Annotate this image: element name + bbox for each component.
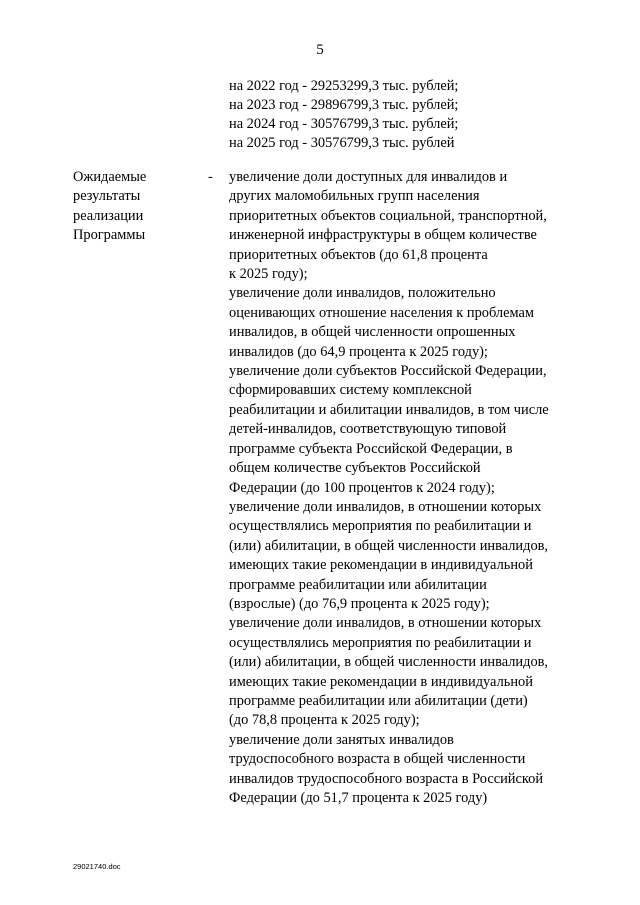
funding-line: на 2023 год - 29896799,3 тыс. рублей; [229,97,459,113]
result-line: (или) абилитации, в общей численности инвалидов, [229,537,549,554]
result-line: (до 78,8 процента к 2025 году); [229,712,420,729]
result-line: других маломобильных групп населения [229,188,480,205]
result-line: программе реабилитации или абилитации (дети) [229,692,528,709]
result-line: увеличение доли доступных для инвалидов и [229,169,508,185]
result-line: инвалидов трудоспособного возраста в Российской [229,770,544,787]
result-line: программе субъекта Российской Федерации, в [229,440,513,457]
result-line: имеющих такие рекомендации в индивидуальной [229,557,533,574]
result-line: инвалидов (до 64,9 процента к 2025 году); [229,343,488,360]
result-line: инвалидов, в общей численности опрошенных [229,324,516,341]
result-line: оценивающих отношение населения к проблемам [229,304,534,321]
section-label-line: Ожидаемые [73,169,147,185]
result-line: программе реабилитации или абилитации [229,576,487,593]
funding-list [229,77,589,153]
result-line: общем количестве субъектов Российской [229,460,481,477]
result-line: трудоспособного возраста в общей численности [229,751,526,768]
result-line: Федерации (до 51,7 процента к 2025 году) [229,790,488,806]
result-line: имеющих такие рекомендации в индивидуальной [229,673,533,690]
result-line: инженерной инфраструктуры в общем количестве [229,227,537,244]
footer-filename: 29021740.doc [73,862,121,871]
funding-line: на 2024 год - 30576799,3 тыс. рублей; [229,116,459,132]
result-line: увеличение доли инвалидов, положительно [229,285,496,302]
section-label-line: Программы [73,227,146,244]
result-line: осуществлялись мероприятия по реабилитации и [229,634,532,651]
results-text [229,168,589,808]
result-line: (или) абилитации, в общей численности инвалидов, [229,654,549,671]
result-line: детей-инвалидов, соответствующую типовой [229,421,507,438]
result-line: (взрослые) (до 76,9 процента к 2025 году); [229,595,490,612]
result-line: приоритетных объектов социальной, транспортной, [229,207,547,224]
result-line: сформировавших систему комплексной [229,382,472,399]
section-label [73,168,193,246]
result-line: увеличение доли инвалидов, в отношении которых [229,498,542,515]
funding-line: на 2022 год - 29253299,3 тыс. рублей; [229,78,459,94]
result-line: увеличение доли субъектов Российской Федерации, [229,363,547,380]
result-line: увеличение доли занятых инвалидов [229,731,454,748]
result-line: реабилитации и абилитации инвалидов, в том числе [229,401,549,418]
separator-dash: - [208,169,213,185]
result-line: к 2025 году); [229,266,308,283]
section-label-line: результаты [73,188,141,205]
section-label-line: реализации [73,207,144,224]
result-line: Федерации (до 100 процентов к 2024 году); [229,479,495,496]
page-number: 5 [316,42,324,58]
result-line: осуществлялись мероприятия по реабилитации и [229,518,532,535]
funding-line: на 2025 год - 30576799,3 тыс. рублей [229,135,455,151]
result-line: увеличение доли инвалидов, в отношении которых [229,615,542,632]
result-line: приоритетных объектов (до 61,8 процента [229,246,488,263]
